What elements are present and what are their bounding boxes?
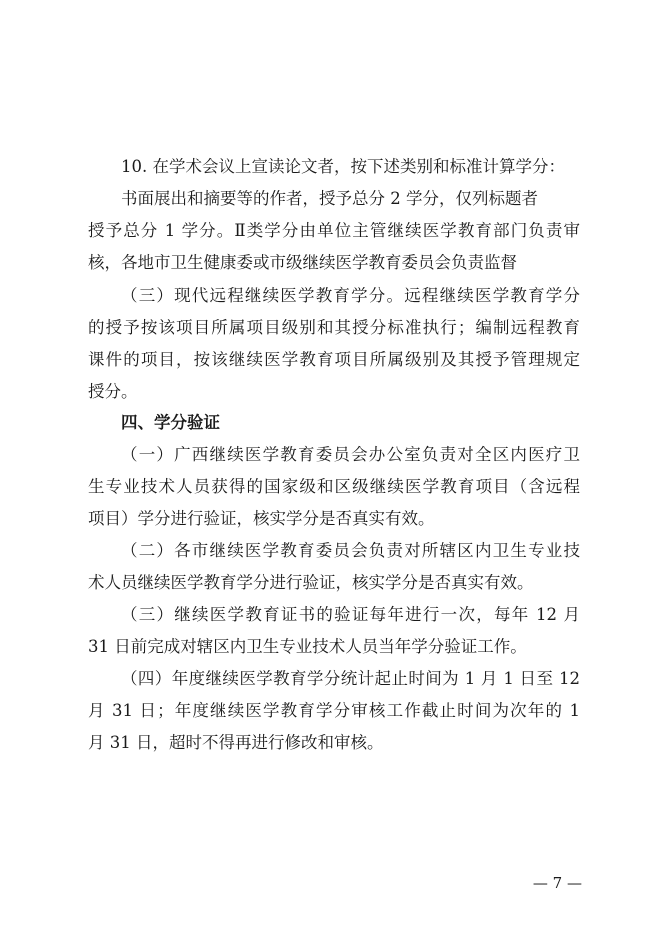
verification-1-line-1: （一）广西继续医学教育委员会办公室负责对全区内医疗卫 bbox=[121, 445, 580, 464]
verification-4-line-3: 月 31 日，超时不得再进行修改和审核。 bbox=[88, 733, 384, 752]
verification-4-line-1: （四）年度继续医学教育学分统计起止时间为 1 月 1 日至 12 bbox=[121, 669, 580, 688]
verification-3-line-1: （三）继续医学教育证书的验证每年进行一次，每年 12 月 bbox=[121, 605, 580, 624]
verification-3-line-2: 31 日前完成对辖区内卫生专业技术人员当年学分验证工作。 bbox=[88, 637, 527, 656]
paragraph-3-line-2: 的授予按该项目所属项目级别和其授分标准执行；编制远程教育 bbox=[88, 318, 580, 337]
paragraph-3-line-3: 课件的项目，按该继续医学教育项目所属级别及其授予管理规定 bbox=[88, 350, 580, 369]
paragraph-10-line-1: 10. 在学术会议上宣读论文者，按下述类别和标准计算学分： bbox=[121, 157, 565, 176]
paragraph-10-line-4: 核，各地市卫生健康委或市级继续医学教育委员会负责监督 bbox=[88, 253, 517, 272]
verification-1-line-3: 项目）学分进行验证，核实学分是否真实有效。 bbox=[88, 509, 435, 528]
section-heading-credit-verification: 四、学分验证 bbox=[121, 413, 220, 432]
verification-2-line-1: （二）各市继续医学教育委员会负责对所辖区内卫生专业技 bbox=[121, 541, 580, 560]
paragraph-10-line-2: 书面展出和摘要等的作者，授予总分 2 学分，仅列标题者 bbox=[121, 189, 538, 208]
verification-1-line-2: 生专业技术人员获得的国家级和区级继续医学教育项目（含远程 bbox=[88, 477, 580, 496]
page-number: — 7 — bbox=[532, 874, 582, 892]
paragraph-10-line-3: 授予总分 1 学分。Ⅱ类学分由单位主管继续医学教育部门负责审 bbox=[88, 221, 580, 240]
verification-4-line-2: 月 31 日；年度继续医学教育学分审核工作截止时间为次年的 1 bbox=[88, 701, 580, 720]
paragraph-3-line-1: （三）现代远程继续医学教育学分。远程继续医学教育学分 bbox=[121, 286, 580, 305]
paragraph-3-line-4: 授分。 bbox=[88, 382, 138, 401]
verification-2-line-2: 术人员继续医学教育学分进行验证，核实学分是否真实有效。 bbox=[88, 573, 534, 592]
